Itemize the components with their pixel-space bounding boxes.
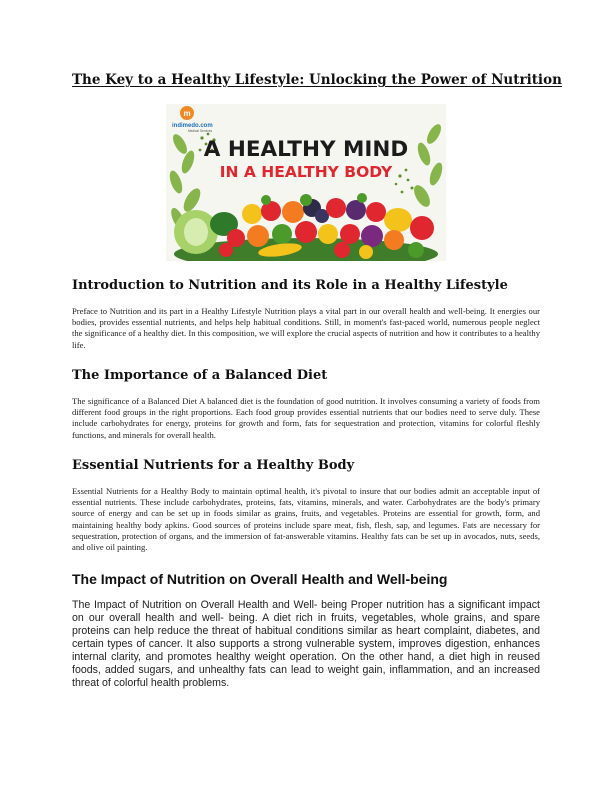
section-body-essential-nutrients: Essential Nutrients for a Healthy Body to maintain optimal health, it's pivotal to insure that our bodies admit an acceptable input of essential nutrients. These include carbohydrates, proteins, fats, vitamins, minerals, and water. Carbohydrates are the body's primary source of energy and can be set up in foods similar as grains, fruits, and vegetables. Proteins are essential for growth, form, and maintaining healthy body apkins. Good sources of proteins include spare meat, fish, flesh, sap, and legumes. Fats are necessary for sequestration, protection of organs, and the immersion of fat-answerable vitamins. Healthy fats can be set up in avocados, nuts, seeds, and olive oil painting. [72, 486, 540, 553]
section-heading-introduction: Introduction to Nutrition and its Role in a Healthy Lifestyle [72, 278, 508, 293]
section-body-impact-of-nutrition: The Impact of Nutrition on Overall Health and Well- being Proper nutrition has a significant impact on our overall health and well- being. A diet rich in fruits, vegetables, whole grains, and spare proteins can help reduce the threat of habitual conditions similar as heart complaint, diabetes, and certain types of cancer. It also supports a strong vulnerable system, improves digestion, enhances internal clarity, and promotes healthy weight operation. On the other hand, a diet high in reused foods, added sugars, and unhealthy fats can lead to weight gain, inflammation, and an increased threat of colorful health problems. [72, 599, 540, 689]
document-title: The Key to a Healthy Lifestyle: Unlocking the Power of Nutrition [72, 72, 562, 88]
svg-text:m: m [183, 109, 191, 118]
section-body-introduction: Preface to Nutrition and its part in a Healthy Lifestyle Nutrition plays a vital part in our overall health and well-being. It energies our bodies, provides essential nutrients, and helps help habitual conditions. Still, in moment's fast-paced world, numerous people neglect the significance of a healthy diet. In this composition, we will explore the crucial aspects of nutrition and how it contributes to a healthy life. [72, 306, 540, 350]
section-heading-impact-of-nutrition: The Impact of Nutrition on Overall Health and Well-being [72, 571, 448, 587]
section-heading-essential-nutrients: Essential Nutrients for a Healthy Body [72, 458, 355, 473]
brand-tagline: Medical Services [188, 129, 213, 133]
image-headline-1: A HEALTHY MIND [203, 137, 409, 162]
brand-logo [180, 106, 194, 120]
brand-name: indimedo.com [172, 123, 213, 129]
healthy-food-illustration [166, 104, 446, 261]
section-body-balanced-diet: The significance of a Balanced Diet A balanced diet is the foundation of good nutrition. It involves consuming a variety of foods from different food groups in the right proportions. Each food group provides essential nutrients that our bodies need to serve duly. These include carbohydrates for energy, proteins for growth and form, fats for sequestration and protection, vitamins for colorful fleshly functions, and minerals for overall health. [72, 396, 540, 440]
image-headline-2: IN A HEALTHY BODY [219, 163, 393, 181]
hero-image [166, 104, 446, 261]
section-heading-balanced-diet: The Importance of a Balanced Diet [72, 368, 328, 383]
